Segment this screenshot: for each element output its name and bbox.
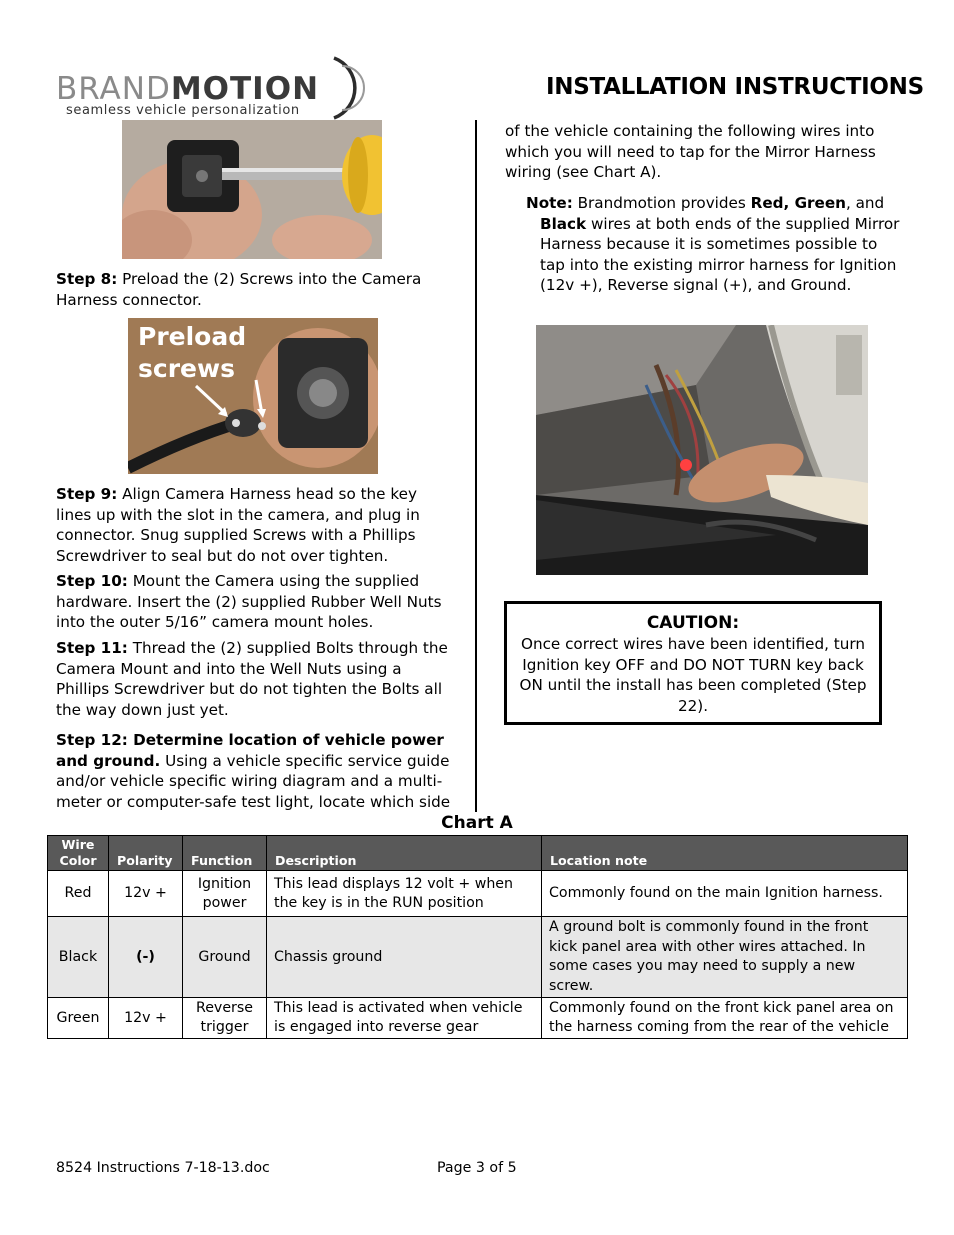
step-8: Step 8: Preload the (2) Screws into the Camera Harness connector. — [56, 270, 422, 309]
cell-wire-color: Red — [48, 871, 109, 917]
footer-page-number: Page 3 of 5 — [437, 1160, 517, 1176]
table-row — [48, 917, 908, 998]
caution-title: CAUTION: — [646, 613, 740, 633]
cell-location: Commonly found on the main Ignition harness. — [542, 871, 908, 917]
footer-filename: 8524 Instructions 7-18-13.doc — [56, 1160, 270, 1176]
note-paragraph: Note: Brandmotion provides Red, Green, and Black wires at both ends of the supplied Mirror Harness because it is sometimes possible to tap into the existing mirror harness for Ignition (12v +), Reverse signal (+), and Ground. — [526, 194, 900, 295]
column-divider — [475, 120, 477, 812]
logo-wordmark: BRANDMOTION — [56, 71, 320, 107]
header-wire-color: Wire Color — [48, 836, 109, 871]
photo-screwdriver-connector — [122, 120, 382, 259]
cell-polarity: 12v + — [109, 998, 183, 1039]
cell-polarity: (-) — [109, 917, 183, 998]
page-title: INSTALLATION INSTRUCTIONS — [546, 74, 924, 100]
cell-description: This lead is activated when vehicle is engaged into reverse gear — [267, 998, 542, 1039]
cell-function: Reverse trigger — [183, 998, 267, 1039]
table-row — [48, 998, 908, 1039]
cell-wire-color: Black — [48, 917, 109, 998]
step-11: Step 11: Thread the (2) supplied Bolts through the Camera Mount and into the Well Nuts using a Phillips Screwdriver but do not tighten the Bolts all the way down just yet. — [56, 639, 448, 719]
cell-wire-color: Green — [48, 998, 109, 1039]
table-header-row — [48, 836, 908, 871]
photo-caption-screws: screws — [138, 354, 235, 383]
photo-preload-screws — [128, 318, 378, 474]
header-polarity: Polarity — [109, 836, 183, 871]
step-12: Step 12: Determine location of vehicle power and ground. Using a vehicle specific service guide and/or vehicle specific wiring diagram and a multi-meter or computer-safe test light, locate which side — [56, 731, 451, 811]
cell-location: Commonly found on the front kick panel area on the harness coming from the rear of the vehicle — [542, 998, 908, 1039]
header-function: Function — [183, 836, 267, 871]
cell-description: Chassis ground — [267, 917, 542, 998]
step-10: Step 10: Mount the Camera using the supplied hardware. Insert the (2) supplied Rubber Well Nuts into the outer 5/16” camera mount holes. — [56, 572, 442, 632]
brand-logo — [54, 56, 374, 122]
step-9: Step 9: Align Camera Harness head so the key lines up with the slot in the camera, and plug in connector. Snug supplied Screws with a Phillips Screwdriver to seal but do not over tighten. — [56, 485, 420, 565]
table-row — [48, 871, 908, 917]
step-12-continued: of the vehicle containing the following wires into which you will need to tap for the Mirror Harness wiring (see Chart A). — [505, 122, 876, 182]
cell-polarity: 12v + — [109, 871, 183, 917]
cell-function: Ground — [183, 917, 267, 998]
cell-location: A ground bolt is commonly found in the front kick panel area with other wires attached. In some cases you may need to supply a new screw. — [542, 917, 908, 998]
caution-body: Once correct wires have been identified, turn Ignition key OFF and DO NOT TURN key back ON until the install has been completed (Step 22). — [519, 635, 867, 715]
photo-caption-preload: Preload — [138, 322, 247, 351]
caution-box — [504, 601, 882, 725]
logo-arc-icon — [326, 54, 366, 124]
logo-tagline: seamless vehicle personalization — [66, 103, 300, 118]
cell-description: This lead displays 12 volt + when the key is in the RUN position — [267, 871, 542, 917]
header-location-note: Location note — [542, 836, 908, 871]
header-description: Description — [267, 836, 542, 871]
wire-chart-table — [47, 835, 908, 1039]
photo-kick-panel-wiring — [536, 325, 868, 575]
cell-function: Ignition power — [183, 871, 267, 917]
chart-title: Chart A — [441, 813, 513, 833]
